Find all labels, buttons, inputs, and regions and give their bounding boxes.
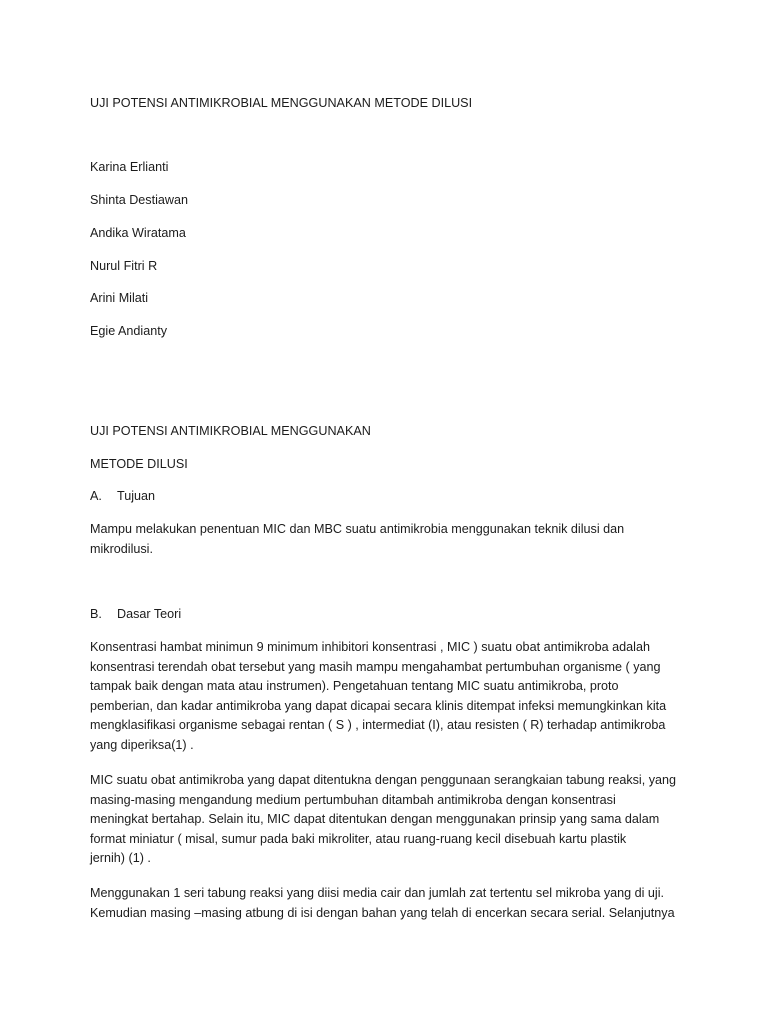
paragraph-line: MIC suatu obat antimikroba yang dapat ditentukna dengan penggunaan serangkaian tabung reaksi, yang [90,773,677,787]
author-name: Karina Erlianti [90,160,169,174]
paragraph-line: Menggunakan 1 seri tabung reaksi yang diisi media cair dan jumlah zat tertentu sel mikroba yang di uji. [90,886,665,900]
section-b-paragraph-1 [90,638,690,755]
section-title-line1: UJI POTENSI ANTIMIKROBIAL MENGGUNAKAN [90,424,371,438]
paragraph-line: jernih) (1) . [90,851,151,865]
section-b-heading [90,606,181,622]
paragraph-line: tampak baik dengan mata atau instrumen). Pengetahuan tentang MIC suatu antimikroba, proto [90,679,619,693]
author-name: Arini Milati [90,291,149,305]
section-b-paragraph-3 [90,884,690,923]
section-a-heading [90,488,155,504]
paragraph-line: Kemudian masing –masing atbung di isi dengan bahan yang telah di encerkan secara serial. Selanjutnya [90,905,675,920]
author-name: Egie Andianty [90,324,168,338]
section-a-marker: A. [90,489,102,503]
section-a-body [90,520,690,559]
paragraph-line: Konsentrasi hambat minimun 9 minimum inhibitori konsentrasi , MIC ) suatu obat antimikroba adalah [90,640,650,654]
paragraph-line: mikrodilusi. [90,541,153,556]
author-name: Shinta Destiawan [90,193,189,207]
paragraph-line: pemberian, dan kadar antimikroba yang dapat dicapai secara klinis ditempat infeksi memungkinkan kita [90,698,667,713]
paragraph-line: mengklasifikasi organisme sebagai rentan ( S ) , intermediat (I), atau resisten ( R) terhadap antimikroba [90,718,666,732]
paragraph-line: masing-masing mengandung medium pertumbuhan ditambah antimikroba dengan konsentrasi [90,792,616,807]
document-title: UJI POTENSI ANTIMIKROBIAL MENGGUNAKAN METODE DILUSI [90,96,473,110]
section-b-paragraph-2 [90,771,690,869]
author-name: Nurul Fitri R [90,259,158,273]
paragraph-line: Mampu melakukan penentuan MIC dan MBC suatu antimikrobia menggunakan teknik dilusi dan [90,522,625,536]
paragraph-line: konsentrasi terendah obat tersebut yang masih mampu mengahambat pertumbuhan organisme ( yang [90,659,661,674]
paragraph-line: yang diperiksa(1) . [90,737,194,752]
section-b-title: Dasar Teori [117,607,182,621]
paragraph-line: meningkat bertahap. Selain itu, MIC dapat ditentukan dengan menggunakan prinsip yang sama dalam [90,812,660,826]
author-name: Andika Wiratama [90,226,186,240]
section-a-title: Tujuan [117,489,156,503]
section-b-marker: B. [90,607,102,621]
section-title-line2: METODE DILUSI [90,457,188,471]
paragraph-line: format miniatur ( misal, sumur pada baki mikroliter, atau ruang-ruang kecil disebuah kartu plastik [90,831,627,846]
